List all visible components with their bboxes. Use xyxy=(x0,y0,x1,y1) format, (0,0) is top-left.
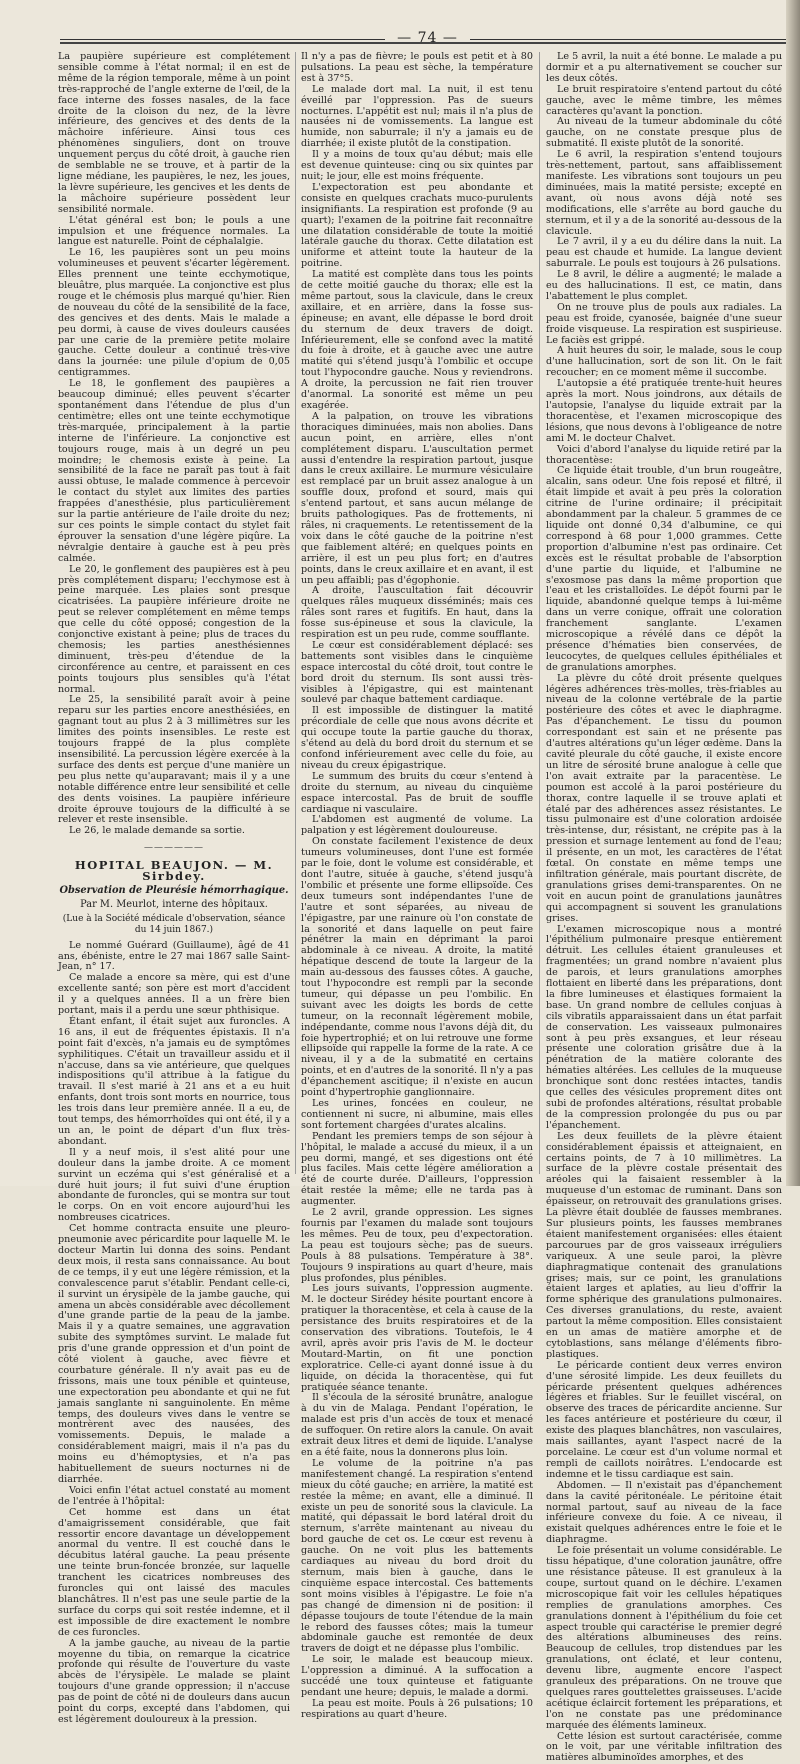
paragraph: Le soir, le malade est beaucoup mieux. L'oppression a diminué. A la suffocation a succédé une toux quinteuse et fatiguante pendant une heure; depuis, le malade a dormi. xyxy=(301,1654,533,1698)
paragraph: La paupière supérieure est complétement sensible comme à l'état normal; il en est de même de la région temporale, même à un point très-rapproché de l'angle externe de l'œil, de la face interne des fosses nasales, de la face droite de la cloison du nez, de la lèvre inférieure, des gencives et des dents de la mâchoire inférieure. Ainsi tous ces phénomènes singuliers, dont on trouve unquement perçus du côté droit, à gauche rien de semblable ne se trouve, et à partir de la ligne médiane, les paupières, le nez, les joues, la lèvre supérieure, les gencives et les dents de la mâchoire supérieure possèdent leur sensibilité normale. xyxy=(58,51,290,215)
paragraph: A droite, l'auscultation fait découvrir quelques râles muqueux disséminés; mais ces râles sont rares et fugitifs. En haut, dans la fosse sus-épineuse et sous la clavicule, la respiration est un peu rude, comme soufflante. xyxy=(301,585,533,641)
paragraph: Le 26, le malade demande sa sortie. xyxy=(69,825,245,837)
paragraph: A la palpation, on trouve les vibrations thoraciques diminuées, mais non abolies. Dans aucun point, en arrière, elles n'ont complétement disparu. L'auscultation permet aussi d'entendre la respiration partout, jusque dans le creux axillaire. Le murmure vésiculaire est remplacé par un bruit assez analogue à un souffle doux, profond et sourd, mais qui s'entend partout, et sans aucun mélange de bruits pathologiques. Pas de frottements, ni râles, ni craquements. Le retentissement de la voix dans le côté gauche de la poitrine n'est que faiblement altéré; en quelques points en arrière, il est un peu plus fort; en d'autres points, dans le creux axillaire et en avant, il est un peu affaibli; pas d'égophonie. xyxy=(301,410,533,586)
paragraph: Cet homme contracta ensuite une pleuro-pneumonie avec péricardite pour laquelle M. le docteur Martin lui donna des soins. Pendant deux mois, il resta sans connaissance. Au bout de ce temps, il y eut une légère rémission, et la convalescence parut s'établir. Pendant celle-ci, il survint un érysipèle de la jambe gauche, qui amena un abcès considérable avec décollement d'une grande partie de la peau de la jambe. Mais il y a quatre semaines, une aggravation subite des symptômes survint. Le malade fut pris d'une grande oppression et d'un point de côté violent à gauche, avec fièvre et courbature générale. Il n'y avait pas eu de frissons, mais une toux pénible et quinteuse, une expectoration peu abondante et qui ne fut jamais sanglante ni sanguinolente. En même temps, des douleurs vives dans le ventre se montrèrent avec des nausées, des vomissements. Depuis, le malade a considérablement maigri, mais il n'a pas du moins eu d'hémoptysies, et n'a pas habituellement de sueurs nocturnes ni de diarrhée. xyxy=(58,1223,290,1485)
paragraph: Étant enfant, il était sujet aux furoncles. A 16 ans, il eut de fréquentes épistaxis. Il n'a point fait d'excès, n'a jamais eu de symptômes syphilitiques. C'était un travailleur assidu et il n'accuse, dans sa vie antérieure, que quelques indispositions qu'il attribue à la fatigue du travail. Il s'est marié à 21 ans et a eu huit enfants, dont trois sont morts en nourrice, tous les trois dans leur première année. Il a eu, de tout temps, des hémorrhoïdes qui ont été, il y a un an, le point de départ d'un flux très-abondant. xyxy=(58,1015,290,1147)
paragraph: Pendant les premiers temps de son séjour à l'hôpital, le malade a accusé du mieux, il a un peu dormi, mangé, et ses digestions ont été plus faciles. Mais cette légère amélioration a été de courte durée. D'ailleurs, l'oppression était restée la même; elle ne tarda pas à augmenter. xyxy=(301,1130,533,1208)
paragraph: Le 6 avril, la respiration s'entend toujours très-nettement, partout, sans affaiblissement manifeste. Les vibrations sont toujours un peu diminuées, mais la matité persiste; excepté en avant, où nous avons déjà noté ses modifications, elle s'arrête au bord gauche du sternum, et il y a de la sonorité au-dessous de la clavicule. xyxy=(546,149,782,237)
paragraph: Le 7 avril, il y a eu du délire dans la nuit. La peau est chaude et humide. La langue devient saburrale. Le pouls est toujours à 26 pulsations. xyxy=(546,236,782,270)
paragraph: Le summum des bruits du cœur s'entend à droite du sternum, au niveau du cinquième espace intercostal. Pas de bruit de souffle cardiaque ni vasculaire. xyxy=(301,770,533,815)
paragraph: Le 2 avril, grande oppression. Les signes fournis par l'examen du malade sont toujours les mêmes. Peu de toux, peu d'expectoration. La peau est toujours sèche; pas de sueurs. Pouls à 88 pulsations. Température à 38°. Toujours 9 inspirations au quart d'heure, mais plus profondes, plus pénibles. xyxy=(301,1207,533,1284)
paragraph: L'abdomen est augmenté de volume. La palpation y est légèrement douloureuse. xyxy=(301,814,533,837)
paragraph: Il est impossible de distinguer la matité précordiale de celle que nous avons décrite et qui occupe toute la partie gauche du thorax, s'étend au delà du bord droit du sternum et se confond inférieurement avec celle du foie, au niveau du creux épigastrique. xyxy=(301,705,533,771)
paragraph: La peau est moite. Pouls à 26 pulsations; 10 respirations au quart d'heure. xyxy=(301,1697,533,1720)
paragraph: Il y a neuf mois, il s'est alité pour une douleur dans la jambe droite. A ce moment survint un eczéma qui s'est généralisé et a duré huit jours; il fut suivi d'une éruption abondante de furoncles, qui se montra sur tout le corps. On en voit encore aujourd'hui les nombreuses cicatrices. xyxy=(58,1146,290,1224)
paragraph: Les jours suivants, l'oppression augmente. M. le docteur Sirédey hésite pourtant encore à pratiquer la thoracentèse, et cela à cause de la persistance des bruits respiratoires et de la conservation des vibrations. Toutefois, le 4 avril, après avoir pris l'avis de M. le docteur Moutard-Martin, on fit une ponction exploratrice. Celle-ci ayant donné issue à du liquide, on décida la thoracentèse, qui fut pratiquée séance tenante. xyxy=(301,1283,533,1393)
paragraph: L'examen microscopique nous a montré l'épithélium pulmonaire presque entièrement détruit. Les cellules étaient granuleuses et fragmentées; un grand nombre n'avaient plus de parois, et leurs granulations amorphes flottaient en liberté dans les préparations, dont la fibre lumineuses et élastiques formaient la base. Un grand nombre de cellules conjuas à cils vibratils apparaissaient dans un état parfait de conservation. Les vaisseaux pulmonaires sont à peu près exsangues, et leur réseau présente une coloration grisâtre due à la pénétration de la matière colorante des hématies altérées. Les cellules de la muqueuse bronchique sont donc restées intactes, tandis que celles des vésicules proprement dites ont subi de profondes altérations, résultat probable de la compression prolongée du pus ou par l'épanchement. xyxy=(546,923,782,1131)
paragraph: Le volume de la poitrine n'a pas manifestement changé. La respiration s'entend mieux du côté gauche; en arrière, la matité est restée la même; en avant, elle a diminué. Il existe un peu de sonorité sous la clavicule. La matité, qui dépassait le bord latéral droit du sternum, s'arrête maintenant au niveau du bord gauche de cet os. Le cœur est revenu à gauche. On ne voit plus les battements cardiaques au niveau du bord droit du sternum, mais bien à gauche, dans le cinquième espace intercostal. Ces battements sont moins visibles à l'épigastre. Le foie n'a pas changé de dimension ni de position: il dépasse toujours de toute l'étendue de la main le rebord des fausses côtes; mais la tumeur abdominale gauche est remontée de deux travers de doigt et ne dépasse plus l'ombilic. xyxy=(301,1457,533,1655)
paragraph: Le 16, les paupières sont un peu moins volumineuses et peuvent s'écarter légèrement. Elles prennent une teinte ecchymotique, bleuâtre, plus marquée. La conjonctive est plus rouge et le chémosis plus marqué qu'hier. Rien de nouveau du côté de la sensibilité de la face, des gencives et des dents. Mais le malade a peu dormi, à cause de vives douleurs causées par une carie de la première petite molaire gauche. Cette douleur a continué très-vive dans la journée: une pilule d'opium de 0,05 centigrammes. xyxy=(58,247,290,379)
paragraph: L'autopsie a été pratiquée trente-huit heures après la mort. Nous joindrons, aux détails de l'autopsie, l'analyse du liquide extrait par la thoracentèse, et l'examen microscopique des lésions, que nous devons à l'obligeance de notre ami M. le docteur Chalvet. xyxy=(546,378,782,444)
paragraph: Ce malade a encore sa mère, qui est d'une excellente santé; son père est mort d'accident il y a quelques années. Il a un frère bien portant, mais il a perdu une sœur phthisique. xyxy=(58,972,290,1017)
article-note: (Lue à la Société médicale d'observation, séance du 14 juin 1867.) xyxy=(62,913,286,935)
paragraph: La plèvre du côté droit présente quelques légères adhérences très-molles, très-friables au niveau de la colonne vertébrale de la partie postérieure des côtes et avec le diaphragme. Pas d'épanchement. Le tissu du poumon correspondant est sain et ne présente pas d'autres altérations qu'un léger œdème. Dans la cavité pleurale du côté gauche, il existe encore un litre de sérosité brune analogue à celle que l'on avait extraite par la paracentèse. Le poumon est accolé à la paroi postérieure du thorax, contre laquelle il se trouve aplati et étalé par des adhérences assez résistantes. Le tissu pulmonaire est d'une coloration ardoisée très-intense, dur, résistant, ne crépite pas à la pression et surnage lentement au fond de l'eau; il présente, en un mot, les caractères de l'état fœtal. On constate en même temps une infiltration générale, mais pourtant discrète, de granulations grises demi-transparentes. On ne voit en aucun point de granulations jaunâtres qui accompagnent si souvent les granulations grises. xyxy=(546,672,782,924)
paragraph: Le bruit respiratoire s'entend partout du côté gauche, avec le même timbre, les mêmes caractères qu'avant la ponction. xyxy=(546,83,782,117)
paragraph: Cette lésion est surtout caractérisée, comme on le voit, par une véritable infiltration des matières albuminoïdes amorphes, et des xyxy=(546,1730,782,1764)
paragraph: On constate facilement l'existence de deux tumeurs volumineuses, dont l'une est formée par le foie, dont le volume est considérable, et dont l'autre, située à gauche, s'étend jusqu'à l'ombilic et présente une forme ellipsoïde. Ces deux tumeurs sont indépendantes l'une de l'autre et sont séparées, au niveau de l'épigastre, par une rainure où l'on constate de la sonorité et dans laquelle on peut faire pénétrer la main en déprimant la paroi abdominale à ce niveau. A droite, la matité hépatique descend de toute la largeur de la main au-dessous des fausses côtes. A gauche, tout l'hypocondre est rempli par la seconde tumeur, qui dépasse un peu l'ombilic. En suivant avec les doigts les bords de cette tumeur, on la reconnaît légèrement mobile, indépendante, comme nous l'avons déjà dit, du foie hypertrophié; et on lui retrouve une forme ellipsoïde qui rappelle la forme de la rate. A ce niveau, il y a de la submatité en certains points, et en d'autres de la sonorité. Il n'y a pas d'épanchement ascitique; il n'existe en aucun point d'hypertrophie ganglionnaire. xyxy=(301,836,533,1099)
paragraph: Le 8 avril, le délire a augmenté; le malade a eu des hallucinations. Il est, ce matin, dans l'abattement le plus complet. xyxy=(546,269,782,302)
paragraph: Ce liquide était trouble, d'un brun rougeâtre, alcalin, sans odeur. Une fois reposé et filtré, il était limpide et avait à peu près la coloration citrine de l'urine ordinaire; il précipitait abondamment par la chaleur. 5 grammes de ce liquide ont donné 0,34 d'albumine, ce qui correspond à 68 pour 1,000 grammes. Cette proportion d'albumine n'est pas ordinaire. Cet excès est le résultat probable de l'absorption d'une partie du liquide, et l'albumine ne s'exosmose pas dans la même proportion que l'eau et les cristalloïdes. Le dépôt fourni par le liquide, abandonné quelque temps à lui-même dans un verre conique, offrait une coloration franchement sanglante. L'examen microscopique a révélé dans ce dépôt la présence d'hématies bien conservées, de leucocytes, de quelques cellules épithéliales et de granulations amorphes. xyxy=(546,465,782,673)
page-header xyxy=(60,32,790,46)
paragraph: Voici d'abord l'analyse du liquide retiré par la thoracentèse: xyxy=(546,443,782,466)
paragraph: Les deux feuillets de la plèvre étaient considérablement épaissis et atteignaient, en certains points, de 7 à 10 millimètres. La surface de la plèvre costale présentait des aréoles qui la faisaient ressembler à la muqueuse d'un estomac de ruminant. Dans son épaisseur, on retrouvait des granulations grises. La plèvre était doublée de fausses membranes. Sur plusieurs points, les fausses membranes étaient manifestement organisées: elles étaient parcourues par de gros vaisseaux irréguliers variqueux. A une seule paroi, la plèvre diaphragmatique contenait des granulations grises; mais, sur ce point, les granulations étaient larges et aplaties, au lieu d'offrir la forme sphérique des granulations pulmonaires. Ces diverses granulations, du reste, avaient partout la même composition. Elles consistaient en un amas de matière amorphe et de cytoblastions, sans mélange d'éléments fibro-plastiques. xyxy=(546,1130,782,1360)
paragraph: Le 20, le gonflement des paupières est à peu près complétement disparu; l'ecchymose est à peine marquée. Les plaies sont presque cicatrisées. La paupière inférieure droite ne peut se relever complétement en même temps que celle du côté opposé; congestion de la conjonctive existant à peine; plus de traces du chemosis; les parties anesthésiennes diminuent, très-peu d'étendue de la circonférence au centre, et paraissent en ces points toujours plus sensibles qu'à l'état normal. xyxy=(58,563,290,695)
paragraph: Le foie présentait un volume considérable. Le tissu hépatique, d'une coloration jaunâtre, offre une résistance pâteuse. Il est granuleux à la coupe, surtout quand on le déchire. L'examen microscopique fait voir les cellules hépatiques remplies de granulations amorphes. Ces granulations donnent à l'épithélium du foie cet aspect trouble qui caractérise le premier degré des altérations albumineuses des reins. Beaucoup de cellules, trop distendues par les granulations, ont éclaté, et leur contenu, devenu libre, augmente encore l'aspect granuleux des préparations. On ne trouve que quelques rares gouttelettes graisseuses. L'acide acétique éclaircit fortement les préparations, et l'on ne constate pas une prédominance marquée des éléments lamineux. xyxy=(546,1545,782,1731)
paragraph: L'état général est bon; le pouls a une impulsion et une fréquence normales. La langue est naturelle. Point de céphalalgie. xyxy=(58,214,290,248)
paragraph: La matité est complète dans tous les points de cette moitié gauche du thorax; elle est la même partout, sous la clavicule, dans le creux axillaire, et en arrière, dans la fosse sus-épineuse; en avant, elle dépasse le bord droit du sternum de deux travers de doigt. Inférieurement, elle se confond avec la matité du foie à droite, et à gauche avec une autre matité qui s'étend jusqu'à l'ombilic et occupe tout l'hypocondre gauche. Nous y reviendrons. A droite, la percussion ne fait rien trouver d'anormal. La sonorité est même un peu exagérée. xyxy=(301,269,533,411)
paragraph: L'expectoration est peu abondante et consiste en quelques crachats muco-purulents insignifiants. La respiration est profonde (9 au quart); l'examen de la poitrine fait reconnaître une dilatation considérable de toute la moitié latérale gauche du thorax. Cette dilatation est uniforme et atteint toute la hauteur de la poitrine. xyxy=(301,181,533,270)
section-separator: —————— xyxy=(144,843,204,854)
paragraph: Il y a moins de toux qu'au début; mais elle est devenue quinteuse: cinq ou six quintes par nuit; le jour, elle est moins fréquente. xyxy=(301,149,533,182)
article-author: Par M. Meurlot, interne des hôpitaux. xyxy=(80,898,268,910)
paragraph: On ne trouve plus de pouls aux radiales. La peau est froide, cyanosée, baignée d'une sueur froide visqueuse. La respiration est suspirieuse. Le faciès est grippé. xyxy=(546,301,782,346)
column-divider xyxy=(539,52,540,1174)
paragraph: Au niveau de la tumeur abdominale du côté gauche, on ne constate presque plus de submatité. Il existe plutôt de la sonorité. xyxy=(546,116,782,150)
hospital-heading: HOPITAL BEAUJON. — M. Sirbdey. xyxy=(74,858,274,884)
header-rule-right xyxy=(470,39,790,40)
header-double-rule xyxy=(60,42,790,44)
observation-title: Observation de Pleurésie hémorrhagique. xyxy=(59,884,289,896)
paragraph: Cet homme est dans un état d'amaigrissement considérable, que fait ressortir encore davantage un développement anormal du ventre. Il est couché dans le décubitus latéral gauche. La peau présente une teinte brun-foncée bronzée, sur laquelle tranchent les cicatrices nombreuses des furoncles qui ont laissé des macules blanchâtres. Il n'est pas une seule partie de la surface du corps qui soit restée indemne, et il est impossible de dire exactement le nombre de ces furoncles. xyxy=(58,1506,290,1638)
paragraph: Les urines, foncées en couleur, ne contiennent ni sucre, ni albumine, mais elles sont fortement chargées d'urates alcalins. xyxy=(301,1098,533,1131)
page-number: — 74 — xyxy=(397,30,458,46)
paragraph: Il s'écoula de la sérosité brunâtre, analogue à du vin de Malaga. Pendant l'opération, le malade est pris d'un accès de toux et menacé de suffoquer. On retire alors la canule. On avait extrait deux litres et demi de liquide. L'analyse en a été faite, nous la donnerons plus loin. xyxy=(301,1392,533,1458)
column-divider xyxy=(295,52,296,1174)
paragraph: Le 18, le gonflement des paupières a beaucoup diminué; elles peuvent s'écarter spontanément dans l'étendue de plus d'un centimètre; elles ont une teinte ecchymotique très-marquée, principalement à la partie interne de l'inférieure. La conjonctive est toujours rouge, mais à un degré un peu moindre; le chemosis existe à peine. La sensibilité de la face ne paraît pas tout à fait aussi obtuse, le malade commence à percevoir le contact du stylet aux limites des parties frappées d'anesthésie, plus particulièrement sur la partie antérieure de l'aile droite du nez; sur ces points le simple contact du stylet fait éprouver la sensation d'une légère piqûre. La névralgie dentaire à gauche est à peu près calmée. xyxy=(58,378,290,564)
paragraph: Il n'y a pas de fièvre; le pouls est petit et à 80 pulsations. La peau est sèche, la température est à 37°5. xyxy=(301,51,533,84)
page-edge-shadow xyxy=(786,0,800,1186)
paragraph: Le nommé Guérard (Guillaume), âgé de 41 ans, ébéniste, entre le 27 mai 1867 salle Saint-Jean, n° 17. xyxy=(58,939,290,973)
column-1 xyxy=(58,51,290,1725)
header-rule-left xyxy=(60,39,385,40)
paragraph: Le malade dort mal. La nuit, il est tenu éveillé par l'oppression. Pas de sueurs nocturnes. L'appétit est nul; mais il n'a plus de nausées ni de vomissements. La langue est humide, non saburrale; il n'y a jamais eu de diarrhée; il existe plutôt de la constipation. xyxy=(301,83,533,150)
column-3 xyxy=(546,51,782,1764)
paragraph: Le 25, la sensibilité paraît avoir à peine reparu sur les parties encore anesthésiées, en gagnant tout au plus 2 à 3 millimètres sur les limites des points insensibles. Le reste est toujours frappé de la plus complète insensibilité. La percussion légère exercée à la surface des dents est perçue d'une manière un peu plus nette qu'auparavant; mais il y a une notable différence entre leur sensibilité et celle des dents voisines. La paupière inférieure droite éprouve toujours de la difficulté à se relever et reste insensible. xyxy=(58,694,290,826)
paragraph: Voici enfin l'état actuel constaté au moment de l'entrée à l'hôpital: xyxy=(58,1484,290,1507)
column-2 xyxy=(301,51,533,1720)
paragraph: Abdomen. — Il n'existait pas d'épanchement dans la cavité péritonéale. Le péritoine était normal partout, sauf au niveau de la face inférieure convexe du foie. A ce niveau, il existait quelques adhérences entre le foie et le diaphragme. xyxy=(546,1479,782,1546)
paragraph: A huit heures du soir, le malade, sous le coup d'une hallucination, sort de son lit. On le fait recoucher; en ce moment même il succombe. xyxy=(546,345,782,379)
paragraph: A la jambe gauche, au niveau de la partie moyenne du tibia, on remarque la cicatrice profonde qui résulte de l'ouverture du vaste abcès de l'érysipèle. Le malade se plaint toujours d'une grande oppression; il n'accuse pas de point de côté ni de douleurs dans aucun point du corps, excepté dans l'abdomen, qui est légèrement douloureux à la pression. xyxy=(58,1637,290,1725)
paragraph: Le péricarde contient deux verres environ d'une sérosité limpide. Les deux feuillets du péricarde présentent quelques adhérences légères et friables. Sur le feuillet viscéral, on observe des traces de péricardite ancienne. Sur les faces antérieure et postérieure du cœur, il existe des plaques blanchâtres, non vasculaires, mais saillantes, ayant l'aspect nacré de la porcelaine. Le cœur est d'un volume normal et rempli de caillots noirâtres. L'endocarde est indemne et le tissu cardiaque est sain. xyxy=(546,1359,782,1480)
paragraph: Le cœur est considérablement déplacé: ses battements sont visibles dans le cinquième espace intercostal du côté droit, tout contre le bord droit du sternum. Ils sont aussi très-visibles à l'épigastre, qui est maintenant soulevé par chaque battement cardiaque. xyxy=(301,639,533,706)
paragraph: Le 5 avril, la nuit a été bonne. Le malade a pu dormir et a pu alternativement se coucher sur les deux côtés. xyxy=(546,51,782,84)
